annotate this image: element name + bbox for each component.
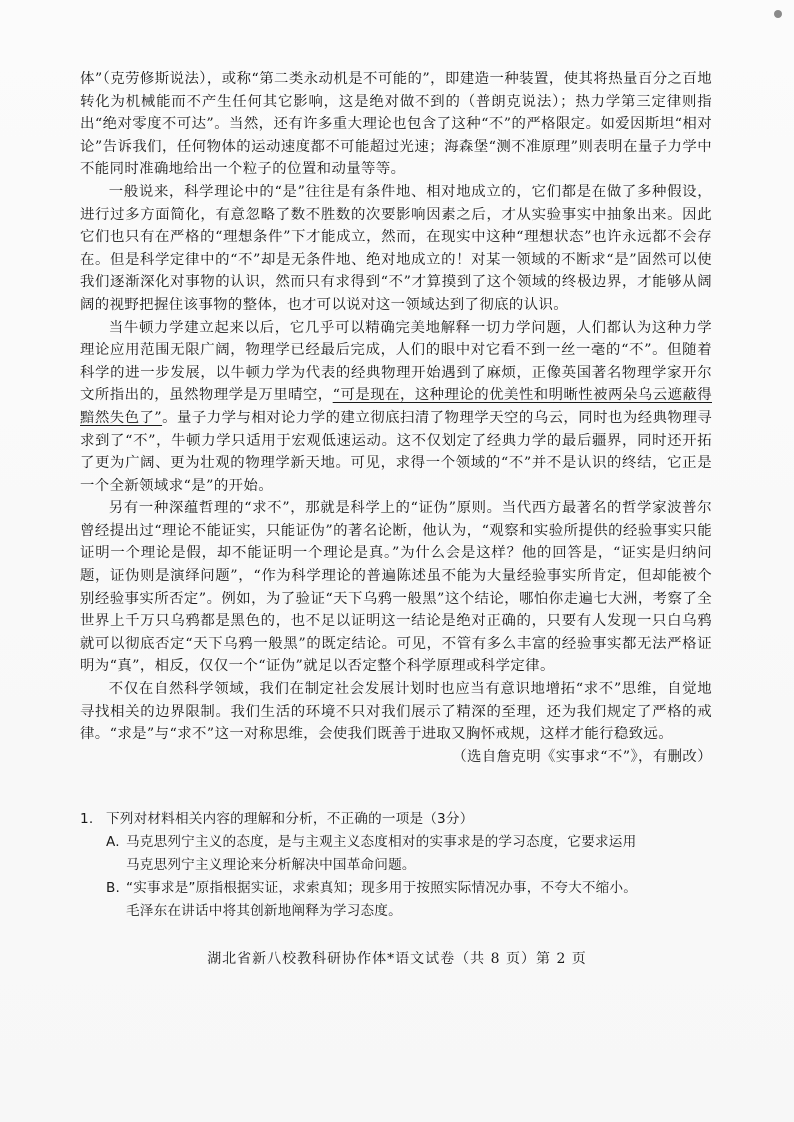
option-b-letter: B. [106,880,121,896]
passage-source: （选自詹克明《实事求“不”》，有删改） [452,748,712,765]
p3-text-after: 。量子力学与相对论力学的建立彻底扫清了物理学天空的乌云，同时也为经典物理寻求到了“不”，牛顿力学只适用于宏观低速运动。这不仅划定了经典力学的最后疆界，同时还开拓了更为广阔、更为壮观的物理学新天地。可见，求得一个领域的“不”并不是认识的终结，它正是一个全新领域求“是”的开始。 [80,409,712,494]
p3-text-before: 当牛顿力学建立起来以后，它几乎可以精确完美地解释一切力学问题，人们都认为这种力学理论应用范围无限广阔，物理学已经最后完成，人们的眼中对它看不到一丝一毫的“不”。但随着科学的进一步发展，以牛顿力学为代表的经典物理开始遇到了麻烦，正像英国著名物理学家开尔文所指出的，虽然物理学是万里晴空， [80,319,712,404]
question-stem-text: 下列对材料相关内容的理解和分析，不正确的一项是（3分） [106,811,474,827]
option-a-line2: 马克思列宁主义理论来分析解决中国革命问题。 [126,857,416,873]
passage-paragraph-2: 一般说来，科学理论中的“是”往往是有条件地、相对地成立的，它们都是在做了多种假设，进行过多方面简化，有意忽略了数不胜数的次要影响因素之后，才从实验事实中抽象出来。因此它们也只有在严格的“理想条件”下才能成立，然而，在现实中这种“理想状态”也许永远都不会存在。但是科学定律中的“不”却是无条件地、绝对地成立的！对某一领域的不断求“是”固然可以使我们逐渐深化对事物的认识，然而只有求得到“不”才算摸到了这个领域的终极边界，才能够从阔阔的视野把握住该事物的整体，也才可以说对这一领域达到了彻底的认识。 [80,183,712,313]
question-1 [80,808,712,923]
option-a-line1: 马克思列宁主义的态度，是与主观主义态度相对的实事求是的学习态度，它要求运用 [126,834,637,850]
passage-paragraph-4: 另有一种深蕴哲理的“求不”，那就是科学上的“证伪”原则。当代西方最著名的哲学家波普尔曾经提出过“理论不能证实，只能证伪”的著名论断，他认为，“观察和实验所提供的经验事实只能证明一个理论是假，却不能证明一个理论是真。”为什么会是这样？他的回答是，“证实是归纳问题，证伪则是演绎问题”，“作为科学理论的普遍陈述虽不能为大量经验事实所肯定，但却能被个别经验事实所否定”。例如，为了验证“天下乌鸦一般黑”这个结论，哪怕你走遍七大洲，考察了全世界上千万只乌鸦都是黑色的，也不足以证明这一结论是绝对正确的，只要有人发现一只白乌鸦就可以彻底否定“天下乌鸦一般黑”的既定结论。可见，不管有多么丰富的经验事实都无法严格证明为“真”，相反，仅仅一个“证伪”就足以否定整个科学原理或科学定律。 [80,500,712,675]
passage-paragraph-5: 不仅在自然科学领域，我们在制定社会发展计划时也应当有意识地增拓“求不”思维，自觉地寻找相关的边界限制。我们生活的环境不只对我们展示了精深的至理，还为我们规定了严格的戒律。“求是”与“求不”这一对称思维，会使我们既善于进取又胸怀戒规，这样才能行稳致远。 [80,681,712,743]
scan-dot [774,10,782,18]
question-stem [80,808,712,831]
option-a [80,831,712,877]
question-number: 1. [80,811,94,827]
option-a-letter: A. [106,834,120,850]
p3-underlined-quote: “可是现在，这种理论的优美性和明晰性被两朵乌云遮蔽得黯然失色了” [80,387,712,426]
passage-paragraph-3 [80,317,712,498]
option-b-line2: 毛泽东在讲话中将其创新地阐释为学习态度。 [126,903,402,919]
passage-paragraph-1: 体”（克劳修斯说法），或称“第二类永动机是不可能的”，即建造一种装置，使其将热量百分之百地转化为机械能而不产生任何其它影响，这是绝对做不到的（普朗克说法）；热力学第三定律则指出“绝对零度不可达”。当然，还有许多重大理论也包含了这种“不”的严格限定。如爱因斯坦“相对论”告诉我们，任何物体的运动速度都不可能超过光速；海森堡“测不准原理”则表明在量子力学中不能同时准确地给出一个粒子的位置和动量等等。 [80,71,712,178]
option-b-line1: “实事求是”原指根据实证，求索真知；现多用于按照实际情况办事，不夸大不缩小。 [126,880,638,896]
page-footer: 湖北省新八校教科研协作体*语文试卷（共 8 页）第 2 页 [207,951,587,967]
reading-passage [80,68,712,768]
option-b [80,877,712,923]
